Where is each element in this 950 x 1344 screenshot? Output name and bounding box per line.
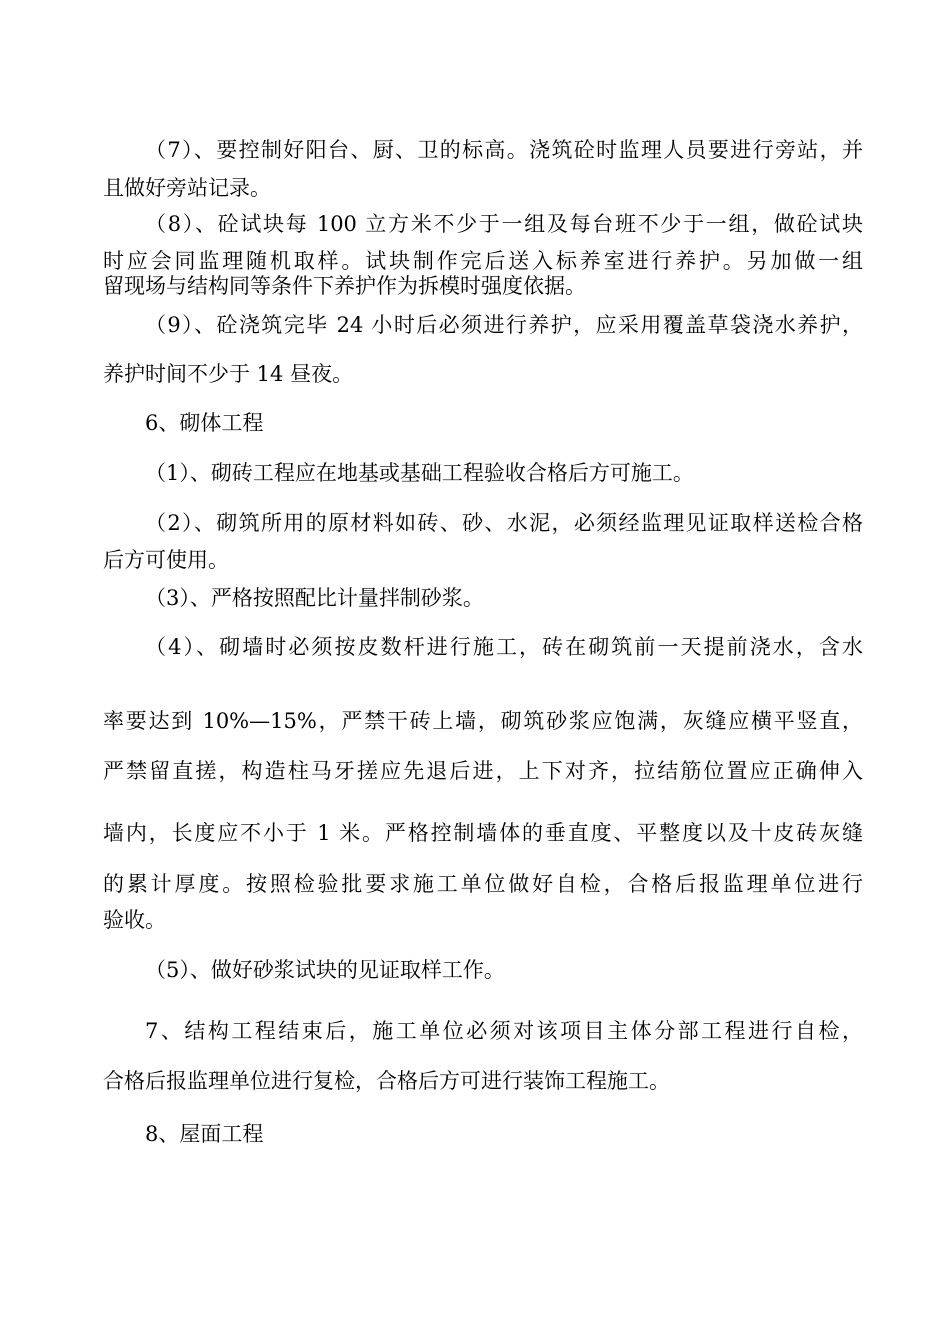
text-line: 且做好旁站记录。 <box>103 176 271 200</box>
text-line: （1）、砌砖工程应在地基或基础工程验收合格后方可施工。 <box>145 461 694 485</box>
text-line: 墙内，长度应不小于 1 米。严格控制墙体的垂直度、平整度以及十皮砖灰缝 <box>103 821 863 845</box>
text-line: 时应会同监理随机取样。试块制作完后送入标养室进行养护。另加做一组 <box>103 249 863 273</box>
section-heading: 8、屋面工程 <box>145 1122 264 1146</box>
text-line: （4）、砌墙时必须按皮数杆进行施工，砖在砌筑前一天提前浇水，含水 <box>145 635 863 659</box>
text-line: 验收。 <box>103 908 166 932</box>
text-line: 合格后报监理单位进行复检，合格后方可进行装饰工程施工。 <box>103 1069 670 1093</box>
text-line: 留现场与结构同等条件下养护作为拆模时强度依据。 <box>103 274 586 298</box>
text-line: 率要达到 10%—15%，严禁干砖上墙，砌筑砂浆应饱满，灰缝应横平竖直， <box>103 709 863 733</box>
text-line: （5）、做好砂浆试块的见证取样工作。 <box>145 958 505 982</box>
text-line: （2）、砌筑所用的原材料如砖、砂、水泥，必须经监理见证取样送检合格 <box>145 511 863 535</box>
text-line: （7）、要控制好阳台、厨、卫的标高。浇筑砼时监理人员要进行旁站，并 <box>145 138 863 162</box>
text-line: 7、结构工程结束后，施工单位必须对该项目主体分部工程进行自检， <box>145 1019 863 1043</box>
text-line: 后方可使用。 <box>103 548 229 572</box>
text-line: 的累计厚度。按照检验批要求施工单位做好自检，合格后报监理单位进行 <box>103 872 863 896</box>
text-line: 严禁留直搓，构造柱马牙搓应先退后进，上下对齐，拉结筋位置应正确伸入 <box>103 759 863 783</box>
text-line: （8）、砼试块每 100 立方米不少于一组及每台班不少于一组，做砼试块 <box>145 212 863 236</box>
section-heading: 6、砌体工程 <box>145 411 264 435</box>
text-line: （9）、砼浇筑完毕 24 小时后必须进行养护，应采用覆盖草袋浇水养护， <box>145 313 863 337</box>
text-line: 养护时间不少于 14 昼夜。 <box>103 362 354 386</box>
text-line: （3）、严格按照配比计量拌制砂浆。 <box>145 586 484 610</box>
